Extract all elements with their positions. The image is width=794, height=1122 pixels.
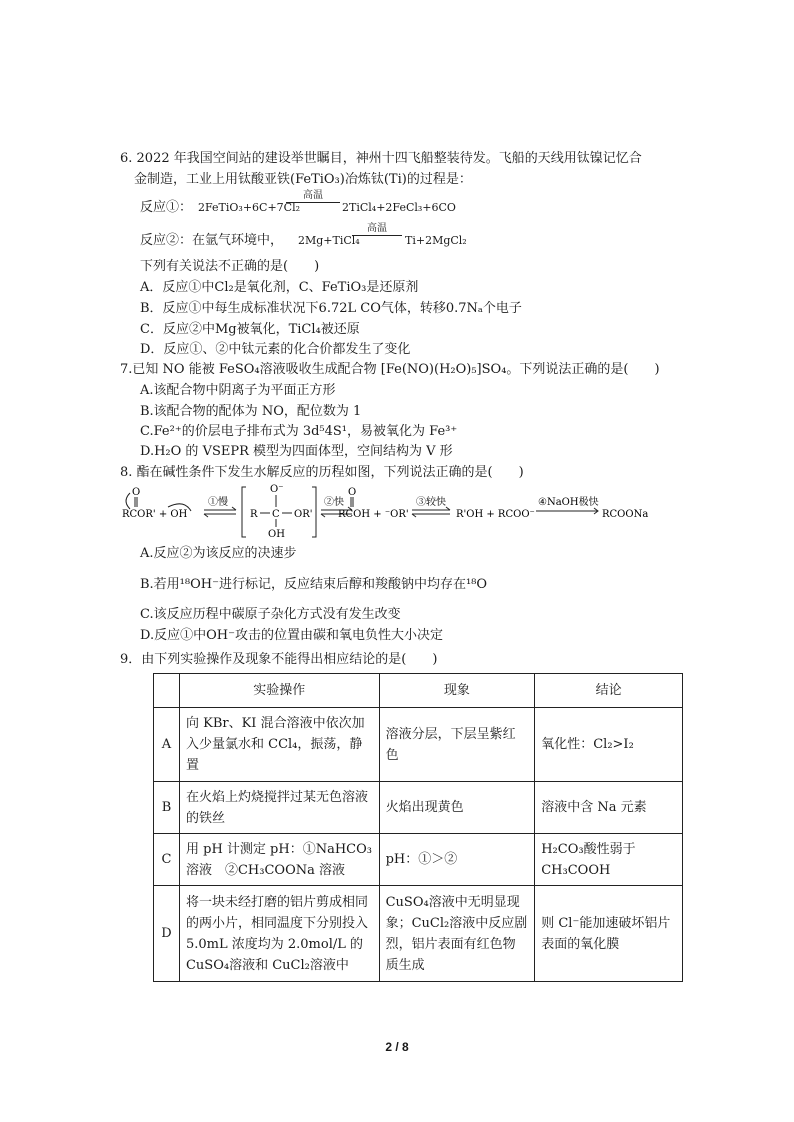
table-row [154, 782, 683, 834]
row-conclusion: 氧化性：Cl₂>I₂ [535, 708, 683, 782]
q9-stem: 9．由下列实验操作及现象不能得出相应结论的是( ) [120, 652, 438, 667]
q8-mech-step1: ①慢 [208, 497, 228, 508]
q8-mech-step4: ④NaOH极快 [538, 497, 599, 508]
row-conclusion: 则 Cl⁻能加速破坏铝片表面的氧化膜 [535, 886, 683, 982]
q6-reaction2-products: Ti+2MgCl₂ [405, 234, 467, 247]
table-header-id [154, 674, 180, 708]
q8-mech-inter-top: O⁻ [270, 484, 284, 495]
q8-mech-after-step3: R'OH + RCOO⁻ [456, 509, 535, 520]
q8-mech-right-bracket [312, 487, 316, 537]
q8-mech-o-top-ester: O [132, 487, 141, 498]
row-phenomenon: CuSO₄溶液中无明显现象；CuCl₂溶液中反应剧烈，铝片表面有红色物质生成 [379, 886, 535, 982]
q8-mech-mid: RCOH + ⁻OR' [338, 509, 409, 520]
q8-mech-final: RCOONa [602, 509, 649, 520]
q8-option-a: A.反应②为该反应的决速步 [140, 546, 297, 561]
row-id: C [154, 834, 180, 886]
q6-reaction2-condition: 高温 [367, 223, 387, 234]
row-phenomenon: pH：①＞② [379, 834, 535, 886]
q8-mech-step2: ②快 [324, 497, 344, 508]
q8-mech-left-bracket [242, 487, 246, 537]
row-operation: 在火焰上灼烧搅拌过某无色溶液的铁丝 [179, 782, 379, 834]
q7-option-b: B.该配合物的配体为 NO，配位数为 1 [140, 404, 362, 419]
table-row [154, 834, 683, 886]
row-id: D [154, 886, 180, 982]
q6-reaction1-condition: 高温 [303, 190, 323, 201]
q7-option-d: D.H₂O 的 VSEPR 模型为四面体型，空间结构为 V 形 [140, 444, 453, 459]
q8-mech-step3: ③较快 [416, 497, 446, 508]
q6-reaction2-reactants: 2Mg+TiCl₄ [298, 234, 360, 247]
q8-option-b: B.若用¹⁸OH⁻进行标记，反应结束后醇和羧酸钠中均存在¹⁸O [140, 577, 488, 592]
row-phenomenon: 溶液分层，下层呈紫红色 [379, 708, 535, 782]
q6-stem: 下列有关说法不正确的是( ) [140, 259, 320, 274]
q8-stem: 8. 酯在碱性条件下发生水解反应的历程如图，下列说法正确的是( ) [120, 465, 524, 480]
q6-reaction1-arrow [286, 190, 340, 203]
q8-mech-inter-carbon: C [272, 509, 280, 520]
q8-mech-o-top-acid: O [348, 487, 357, 498]
q6-option-b: B．反应①中每生成标准状况下6.72L CO气体，转移0.7Nₐ个电子 [140, 301, 522, 316]
q6-option-a: A．反应①中Cl₂是氧化剂，C、FeTiO₃是还原剂 [140, 280, 419, 295]
row-operation: 用 pH 计测定 pH：①NaHCO₃溶液 ②CH₃COONa 溶液 [179, 834, 379, 886]
q8-mech-inter-right: OR' [294, 509, 313, 520]
row-conclusion: H₂CO₃酸性弱于CH₃COOH [535, 834, 683, 886]
q6-line1: 6. 2022 年我国空间站的建设举世瞩目，神州十四飞船整装待发。飞船的天线用钛镍记忆合 [120, 151, 642, 166]
q7-stem: 7.已知 NO 能被 FeSO₄溶液吸收生成配合物 [Fe(NO)(H₂O)₅]SO₄。下列说法正确的是( ) [120, 362, 660, 377]
q8-mech-inter-left: R [250, 509, 258, 520]
row-conclusion: 溶液中含 Na 元素 [535, 782, 683, 834]
q7-option-a: A.该配合物中阴离子为平面正方形 [140, 383, 336, 398]
table-header-phenomenon: 现象 [379, 674, 535, 708]
q9-table [153, 673, 683, 982]
q6-reaction1-reactants: 2FeTiO₃+6C+7Cl₂ [198, 201, 301, 214]
q8-option-d: D.反应①中OH⁻攻击的位置由碳和氧电负性大小决定 [140, 628, 443, 643]
page-number: 2 / 8 [385, 1040, 409, 1054]
q7-option-c: C.Fe²⁺的价层电子排布式为 3d⁵4S¹，易被氧化为 Fe³⁺ [140, 424, 458, 439]
q6-reaction2-arrow [352, 223, 402, 236]
row-id: A [154, 708, 180, 782]
row-operation: 将一块未经打磨的铝片剪成相同的两小片，相同温度下分别投入 5.0mL 浓度均为 2.0mol/L 的 CuSO₄溶液和 CuCl₂溶液中 [179, 886, 379, 982]
table-row [154, 708, 683, 782]
row-operation: 向 KBr、KI 混合溶液中依次加入少量氯水和 CCl₄，振荡，静置 [179, 708, 379, 782]
q6-option-d: D．反应①、②中钛元素的化合价都发生了变化 [140, 342, 411, 357]
q8-option-c: C.该反应历程中碳原子杂化方式没有发生改变 [140, 607, 401, 622]
q6-reaction2-label: 反应②：在氩气环境中， [140, 233, 284, 248]
q6-reaction1-label: 反应①： [140, 200, 193, 215]
q6-line2: 金制造，工业上用钛酸亚铁(FeTiO₃)冶炼钛(Ti)的过程是： [134, 172, 472, 187]
row-phenomenon: 火焰出现黄色 [379, 782, 535, 834]
table-header-row [154, 674, 683, 708]
q8-mech-inter-bottom: OH [268, 529, 285, 540]
q8-mechanism-diagram [116, 481, 656, 543]
table-header-conclusion: 结论 [535, 674, 683, 708]
q6-option-c: C．反应②中Mg被氧化，TiCl₄被还原 [140, 322, 360, 337]
q6-reaction1-products: 2TiCl₄+2FeCl₃+6CO [342, 201, 456, 214]
row-id: B [154, 782, 180, 834]
q8-mech-start: RCOR' + OH [122, 509, 188, 520]
table-header-operation: 实验操作 [179, 674, 379, 708]
table-row [154, 886, 683, 982]
